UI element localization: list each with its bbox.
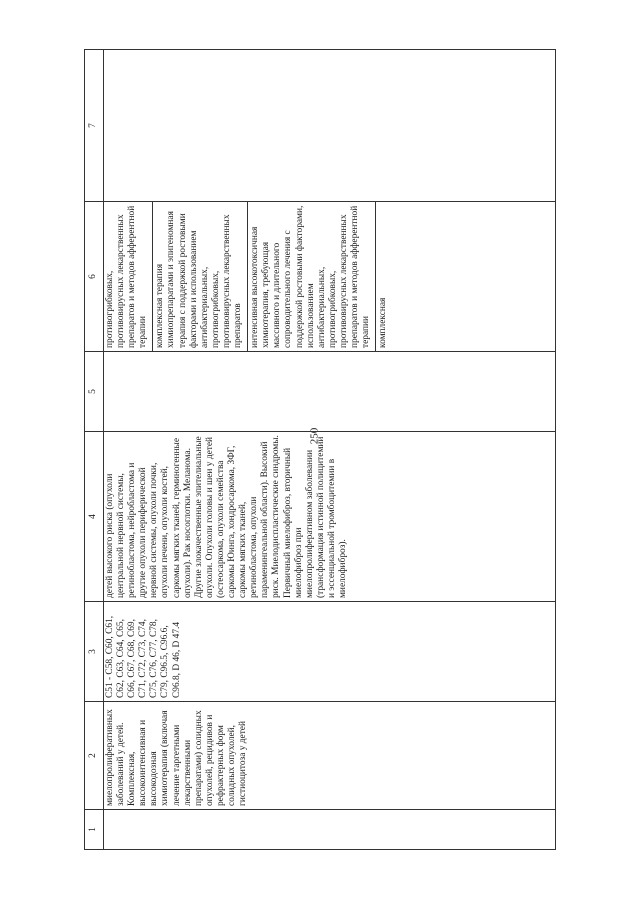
cell-col5	[104, 352, 556, 432]
cell-diagnosis-group: миелопролиферативных заболеваний у детей. Комплексная, высокоинтенсивная и высокодозная химиотерапия (включая лечение таргетными лекарственными препаратами) солидных опухолей, рецидивов и рефрактерных форм солидных опухолей, гистиоцитоза у детей	[104, 702, 556, 810]
header-cell-7: 7	[85, 50, 104, 202]
treatment-text-4: комплексная	[375, 202, 389, 351]
treatment-text-3: интенсивная высокотоксичная химиотерапия, требующая массивного и длительного сопроводительного лечения с поддержкой ростовыми факторами, использованием антибактериальных, противогрибковых, противовирусных лекарственных препаратов и методов афферентной терапии	[247, 202, 372, 351]
document-table	[84, 49, 556, 850]
table-header-row	[85, 50, 104, 850]
table-row	[104, 50, 556, 850]
cell-col1	[104, 810, 556, 850]
header-cell-5: 5	[85, 352, 104, 432]
treatment-text-1: противогрибковых, противовирусных лекарственных препаратов и методов афферентной терапии	[105, 205, 149, 348]
treatment-text-2: комплексная терапия химиопрепаратами и эпигеномная терапия с поддержкой ростовыми факторами и использованием антибактериальных, противогрибковых, противовирусных лекарственных препаратов	[152, 202, 244, 351]
header-cell-1: 1	[85, 810, 104, 850]
header-cell-2: 2	[85, 702, 104, 810]
header-cell-3: 3	[85, 602, 104, 702]
cell-treatment-methods	[104, 202, 556, 352]
cell-col7	[104, 50, 556, 202]
header-cell-4: 4	[85, 432, 104, 602]
cell-patient-model: детей высокого риска (опухоли центральной нервной системы, ретинобластома, нейробластома и другие опухоли периферической нервной системы, опухоли почки, опухоли печени, опухоли костей, саркомы мягких тканей, герминогенные опухоли). Рак носоглотки. Меланома. Другие злокачественные эпителиальные опухоли. Опухоли головы и шеи у детей (остеосаркома, опухоли семейства саркомы Юинга, хондросаркома, ЗФГ, саркомы мягких тканей, ретинобластома, опухоли параменингеальной области). Высокий риск. Миелодиспластические синдромы. Первичный миелофиброз, вторичный миелофиброз при миелопролиферативном заболевании (трансформация истинной полицитемии и эссенциальной тромбоцитемии в миелофиброз).	[104, 432, 556, 602]
rotated-table-container	[84, 50, 554, 850]
page-number: 250	[308, 427, 321, 445]
cell-icd-codes: C51 - C58, C60, C61, C62, C63, C64, C65, C66, C67, C68, C69, C71, C72, C73, C74, C75, C76, C77, C78, C79, C96.5, C96.6, C96.8, D 46, D 47.4	[104, 602, 556, 702]
header-cell-6: 6	[85, 202, 104, 352]
